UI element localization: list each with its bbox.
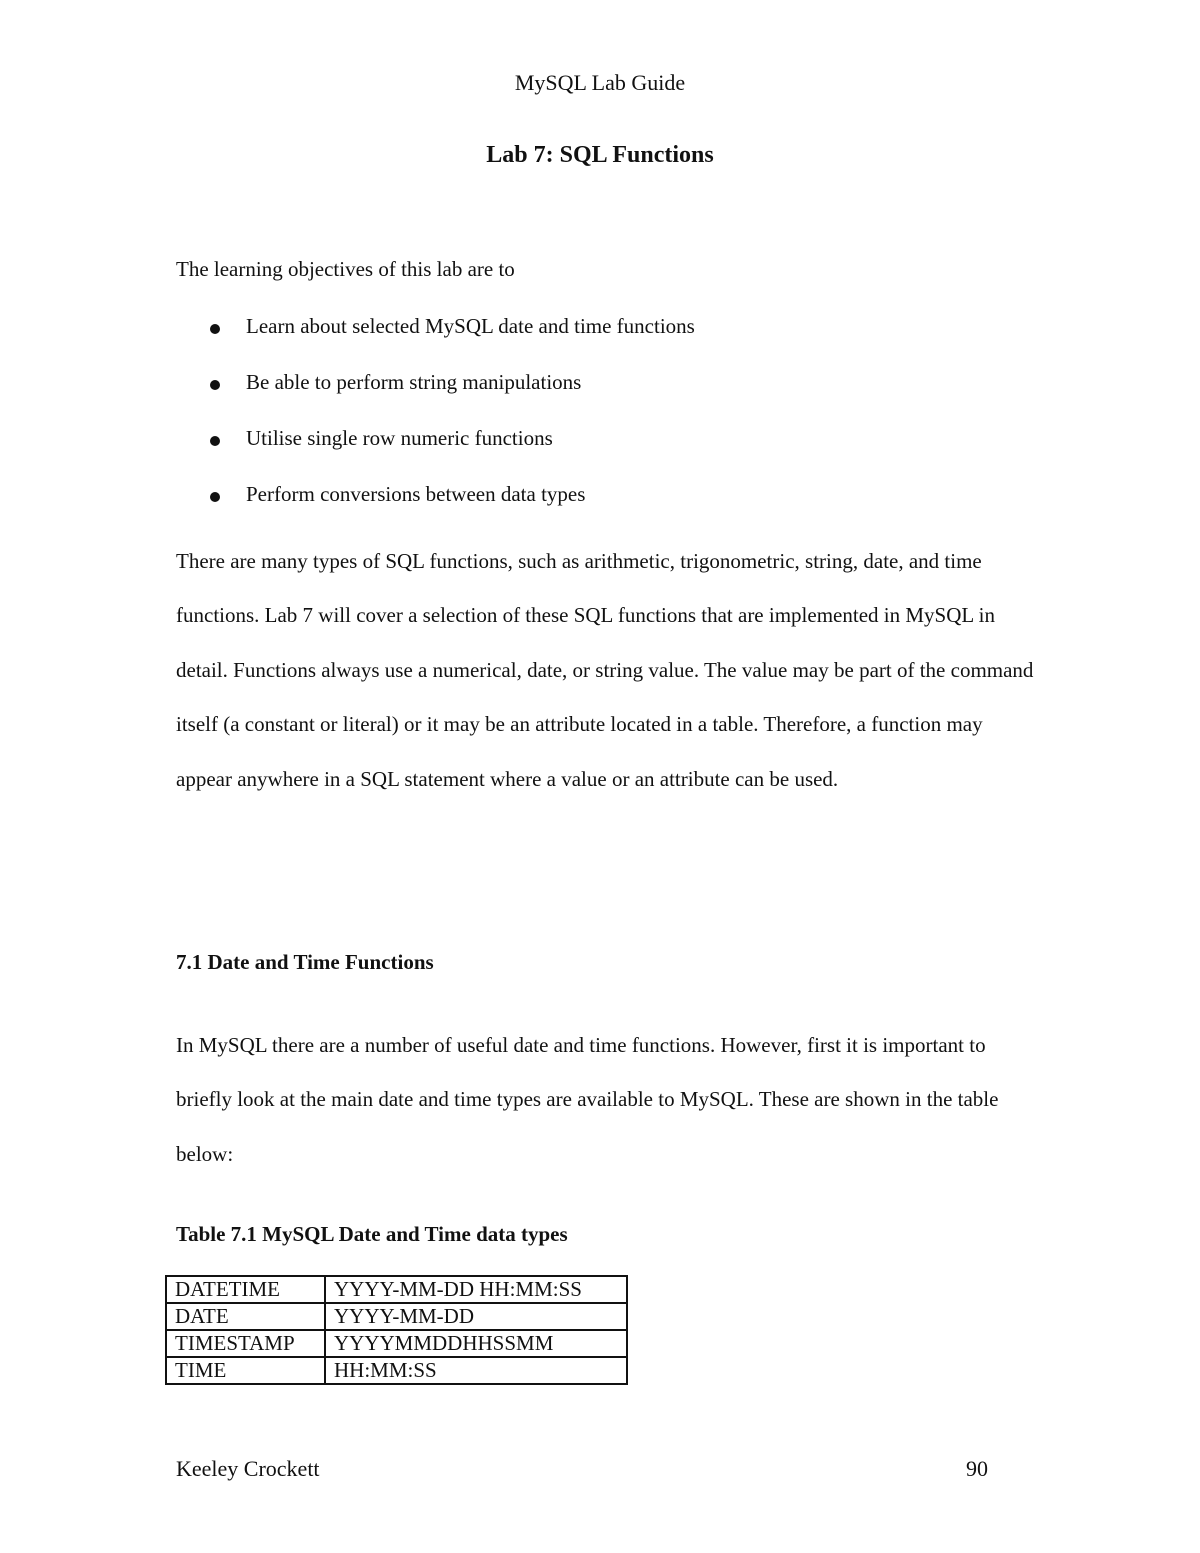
objective-text: Utilise single row numeric functions [246,426,553,450]
type-format-cell: YYYY-MM-DD HH:MM:SS [325,1276,627,1303]
list-item [210,370,695,426]
list-item [210,314,695,370]
objective-text: Perform conversions between data types [246,482,586,506]
type-name-cell: TIME [166,1357,325,1384]
table-row [166,1276,627,1303]
type-name-cell: TIMESTAMP [166,1330,325,1357]
running-header: MySQL Lab Guide [514,70,686,95]
bullet-icon [210,492,220,502]
type-name-cell: DATE [166,1303,325,1330]
bullet-icon [210,324,220,334]
intro-paragraph: There are many types of SQL functions, such as arithmetic, trigonometric, string, date, and time functions. Lab 7 will cover a selection of these SQL functions that are implemented in MySQL in detail. Functions always use a numerical, date, or string value. The value may be part of the command itself (a constant or literal) or it may be an attribute located in a table. Therefore, a function may appear anywhere in a SQL statement where a value or an attribute can be used. [176,549,1034,791]
objective-text: Learn about selected MySQL date and time functions [246,314,695,338]
section-paragraph: In MySQL there are a number of useful date and time functions. However, first it is important to briefly look at the main date and time types are available to MySQL. These are shown in the table below: [176,1033,999,1166]
section-heading: 7.1 Date and Time Functions [176,950,434,974]
type-format-cell: YYYYMMDDHHSSMM [325,1330,627,1357]
page-title: Lab 7: SQL Functions [486,142,714,168]
page-number: 90 [966,1456,988,1481]
type-format-cell: HH:MM:SS [325,1357,627,1384]
type-name-cell: DATETIME [166,1276,325,1303]
footer-author: Keeley Crockett [176,1456,320,1481]
bullet-icon [210,380,220,390]
list-item [210,482,695,538]
list-item [210,426,695,482]
objective-text: Be able to perform string manipulations [246,370,582,394]
table-row [166,1357,627,1384]
type-format-cell: YYYY-MM-DD [325,1303,627,1330]
bullet-icon [210,436,220,446]
table-caption: Table 7.1 MySQL Date and Time data types [176,1222,568,1246]
table-row [166,1303,627,1330]
objectives-list [210,314,695,538]
date-time-types-table [165,1275,628,1385]
table-row [166,1330,627,1357]
objectives-intro: The learning objectives of this lab are to [176,257,515,281]
